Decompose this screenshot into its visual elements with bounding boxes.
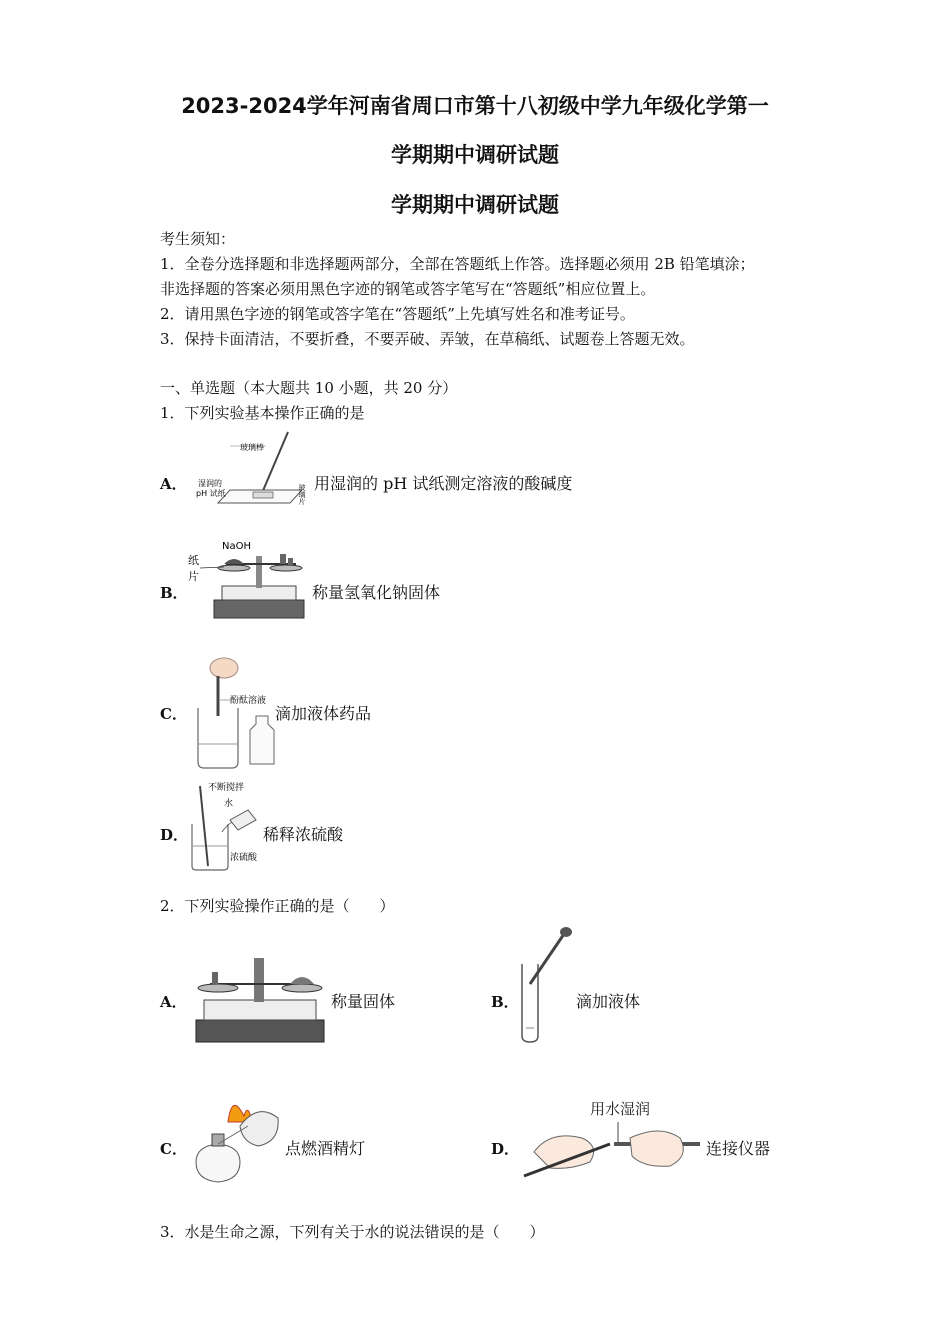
ph-paper (253, 492, 273, 498)
q1-option-a-caption: 用湿润的 pH 试纸测定溶液的酸碱度 (314, 474, 573, 493)
balance-base (214, 600, 304, 618)
q2-option-a-letter: A． (160, 993, 187, 1011)
label-stir: 不断搅拌 (208, 783, 245, 793)
notice-item-3: 3．保持卡面清洁，不要折叠，不要弄破、弄皱，在草稿纸、试题卷上答题无效。 (160, 330, 695, 348)
right-pan (270, 565, 302, 571)
notice-heading: 考生须知： (160, 230, 236, 248)
label-glass-rod: 玻璃棒 (240, 443, 264, 452)
notice-item-1a: 1．全卷分选择题和非选择题两部分，全部在答题纸上作答。选择题必须用 2B 铅笔填涂； (160, 255, 755, 273)
dropper-bulb (560, 927, 572, 937)
left-pan (218, 565, 250, 571)
glass-rod (262, 432, 288, 493)
balance-beam (222, 586, 296, 600)
stirring-rod (200, 786, 208, 866)
q2-option-b-letter: B． (491, 993, 519, 1011)
q2-stem: 2．下列实验操作正确的是（ ） (160, 897, 395, 915)
label-glass-plate: 玻璃片 (298, 484, 306, 505)
q1-option-c-caption: 滴加液体药品 (275, 704, 372, 723)
dropper (530, 934, 564, 984)
label-acid: 浓硫酸 (230, 853, 258, 863)
q1-option-a-letter: A． (160, 475, 187, 493)
balance-pillar (256, 556, 262, 588)
alcohol-lamp (196, 1144, 240, 1182)
balance-pillar (254, 958, 264, 1002)
q1-d-dilution-figure (186, 780, 266, 872)
title-line-3: 学期期中调研试题 (391, 193, 559, 217)
q3-stem: 3．水是生命之源，下列有关于水的说法错误的是（ ） (160, 1223, 545, 1241)
q2-a-balance-figure (190, 952, 330, 1046)
balance-base (196, 1020, 324, 1042)
q1-stem: 1．下列实验基本操作正确的是 (160, 404, 365, 422)
q2-d-connect-figure (520, 1094, 702, 1188)
label-ph-paper: pH 试纸 (196, 489, 226, 498)
notice-item-2: 2．请用黑色字迹的钢笔或答字笔在“答题纸”上先填写姓名和准考证号。 (160, 305, 635, 323)
balance-beam (204, 1000, 316, 1020)
title-line-2: 学期期中调研试题 (391, 143, 559, 167)
right-pan (282, 984, 322, 992)
label-wet: 湿润的 (198, 479, 222, 488)
q2-c-alcohol-lamp-figure (188, 1082, 284, 1190)
q2-option-d-caption: 连接仪器 (706, 1139, 771, 1158)
right-hand (630, 1131, 683, 1166)
pouring-beaker (230, 810, 256, 830)
q1-option-c-letter: C． (160, 705, 187, 723)
q1-option-d-letter: D． (160, 826, 189, 844)
left-pan (198, 984, 238, 992)
q2-option-c-caption: 点燃酒精灯 (285, 1139, 366, 1158)
label-phenolphthalein: 酚酞溶液 (230, 696, 267, 706)
reagent-bottle (250, 716, 274, 764)
solid-sample (290, 977, 314, 984)
q2-option-d-letter: D． (491, 1140, 520, 1158)
q2-b-dropper-figure (516, 924, 576, 1046)
q1-option-b-letter: B． (160, 584, 188, 602)
q1-b-balance-figure (186, 538, 310, 622)
naoh-solid (224, 559, 244, 564)
q2-option-b-caption: 滴加液体 (576, 992, 641, 1011)
q1-option-d-caption: 稀释浓硫酸 (263, 825, 344, 844)
notice-item-1b: 非选择题的答案必须用黑色字迹的钢笔或答字笔写在“答题纸”相应位置上。 (160, 280, 656, 298)
label-water: 水 (224, 799, 234, 809)
q1-option-b-caption: 称量氢氧化钠固体 (312, 583, 441, 602)
q1-c-dropper-figure (188, 654, 276, 772)
q2-option-c-letter: C． (160, 1140, 187, 1158)
title-line-1: 2023-2024学年河南省周口市第十八初级中学九年级化学第一 (181, 94, 769, 118)
label-wet-with-water: 用水湿润 (590, 1100, 651, 1118)
beaker (198, 708, 238, 768)
section-heading: 一、单选题（本大题共 10 小题，共 20 分） (160, 379, 458, 397)
q1-a-ph-test-figure (190, 428, 315, 510)
label-piece: 片 (188, 570, 199, 583)
hand (210, 658, 238, 678)
q2-option-a-caption: 称量固体 (331, 992, 396, 1011)
label-naoh: NaOH (222, 541, 251, 552)
label-paper: 纸 (188, 554, 199, 567)
